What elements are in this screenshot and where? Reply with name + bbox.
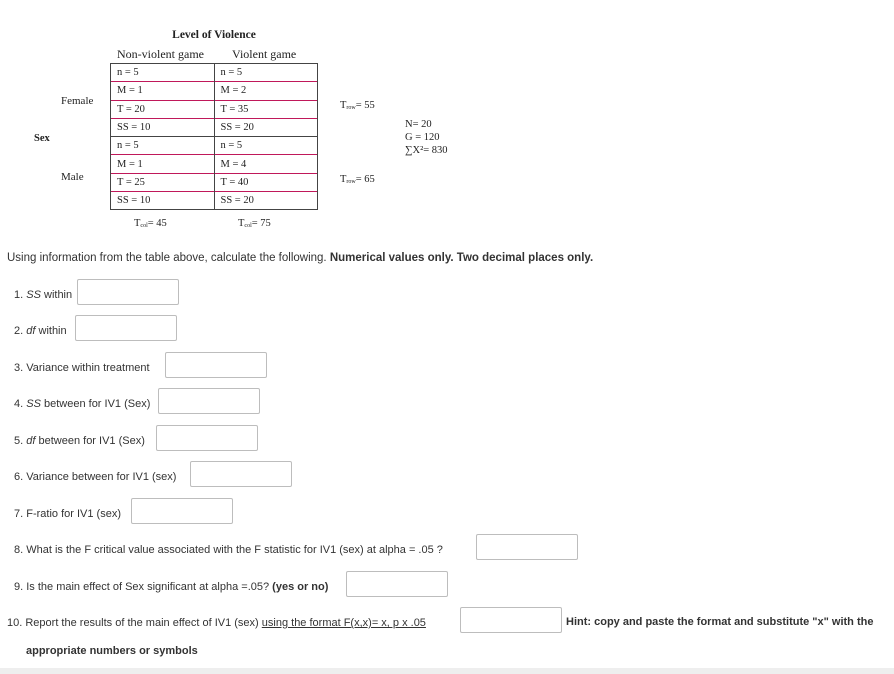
answer-6-input[interactable] bbox=[190, 461, 292, 487]
cell-f-v-m: M = 2 bbox=[214, 82, 318, 100]
instructions: Using information from the table above, calculate the following. Numerical values only. Two decimal places only. bbox=[7, 252, 594, 264]
answer-4-input[interactable] bbox=[158, 388, 260, 414]
question-2: 2. df within bbox=[14, 325, 67, 337]
question-6: 6. Variance between for IV1 (sex) bbox=[14, 471, 177, 483]
cell-f-v-n: n = 5 bbox=[214, 64, 318, 82]
cell-m-v-n: n = 5 bbox=[214, 137, 318, 155]
summary-stats bbox=[405, 118, 448, 157]
col-header-nonviolent: Non-violent game bbox=[117, 47, 204, 61]
answer-1-input[interactable] bbox=[77, 279, 179, 305]
cell-f-nv-ss: SS = 10 bbox=[111, 118, 215, 136]
col-header-violent: Violent game bbox=[232, 47, 297, 61]
cell-m-v-ss: SS = 20 bbox=[214, 192, 318, 210]
cell-m-nv-t: T = 25 bbox=[111, 173, 215, 191]
question-10: 10. Report the results of the main effect of IV1 (sex) using the format F(x,x)= x, p x .05 bbox=[7, 617, 426, 629]
table-title: Level of Violence bbox=[172, 29, 256, 41]
question-9: 9. Is the main effect of Sex significant at alpha =.05? (yes or no) bbox=[14, 581, 329, 593]
answer-2-input[interactable] bbox=[75, 315, 177, 341]
cell-f-nv-t: T = 20 bbox=[111, 100, 215, 118]
summary-sumx2: ∑X²= 830 bbox=[405, 145, 448, 156]
cell-m-v-t: T = 40 bbox=[214, 173, 318, 191]
answer-10-input[interactable] bbox=[460, 607, 562, 633]
answer-3-input[interactable] bbox=[165, 352, 267, 378]
answer-8-input[interactable] bbox=[476, 534, 578, 560]
question-1: 1. SS within bbox=[14, 289, 73, 301]
hint-line-1: Hint: copy and paste the format and substitute "x" with the bbox=[566, 616, 874, 628]
answer-7-input[interactable] bbox=[131, 498, 233, 524]
row-factor-label: Sex bbox=[34, 133, 50, 144]
format-link[interactable]: using the format F(x,x)= x, p x .05 bbox=[261, 617, 426, 629]
cell-f-v-t: T = 35 bbox=[214, 100, 318, 118]
data-table bbox=[110, 63, 318, 210]
summary-g: G = 120 bbox=[405, 132, 440, 143]
summary-n: N= 20 bbox=[405, 119, 432, 130]
answer-9-input[interactable] bbox=[346, 571, 448, 597]
row-label-male: Male bbox=[61, 171, 84, 183]
row-total-male: Trow= 65 bbox=[340, 174, 375, 185]
cell-m-nv-n: n = 5 bbox=[111, 137, 215, 155]
question-5: 5. df between for IV1 (Sex) bbox=[14, 435, 145, 447]
row-total-female: Trow= 55 bbox=[340, 100, 375, 111]
question-8: 8. What is the F critical value associated with the F statistic for IV1 (sex) at alpha = .05 ? bbox=[14, 544, 443, 556]
bottom-divider bbox=[0, 668, 894, 674]
cell-f-v-ss: SS = 20 bbox=[214, 118, 318, 136]
col-total-violent: Tcol= 75 bbox=[238, 218, 271, 229]
question-7: 7. F-ratio for IV1 (sex) bbox=[14, 508, 121, 520]
answer-5-input[interactable] bbox=[156, 425, 258, 451]
question-4: 4. SS between for IV1 (Sex) bbox=[14, 398, 151, 410]
question-3: 3. Variance within treatment bbox=[14, 362, 150, 374]
cell-m-nv-ss: SS = 10 bbox=[111, 192, 215, 210]
col-total-nonviolent: Tcol= 45 bbox=[134, 218, 167, 229]
row-label-female: Female bbox=[61, 95, 94, 107]
hint-line-2: appropriate numbers or symbols bbox=[26, 645, 198, 657]
cell-f-nv-m: M = 1 bbox=[111, 82, 215, 100]
cell-m-v-m: M = 4 bbox=[214, 155, 318, 173]
cell-m-nv-m: M = 1 bbox=[111, 155, 215, 173]
cell-f-nv-n: n = 5 bbox=[111, 64, 215, 82]
